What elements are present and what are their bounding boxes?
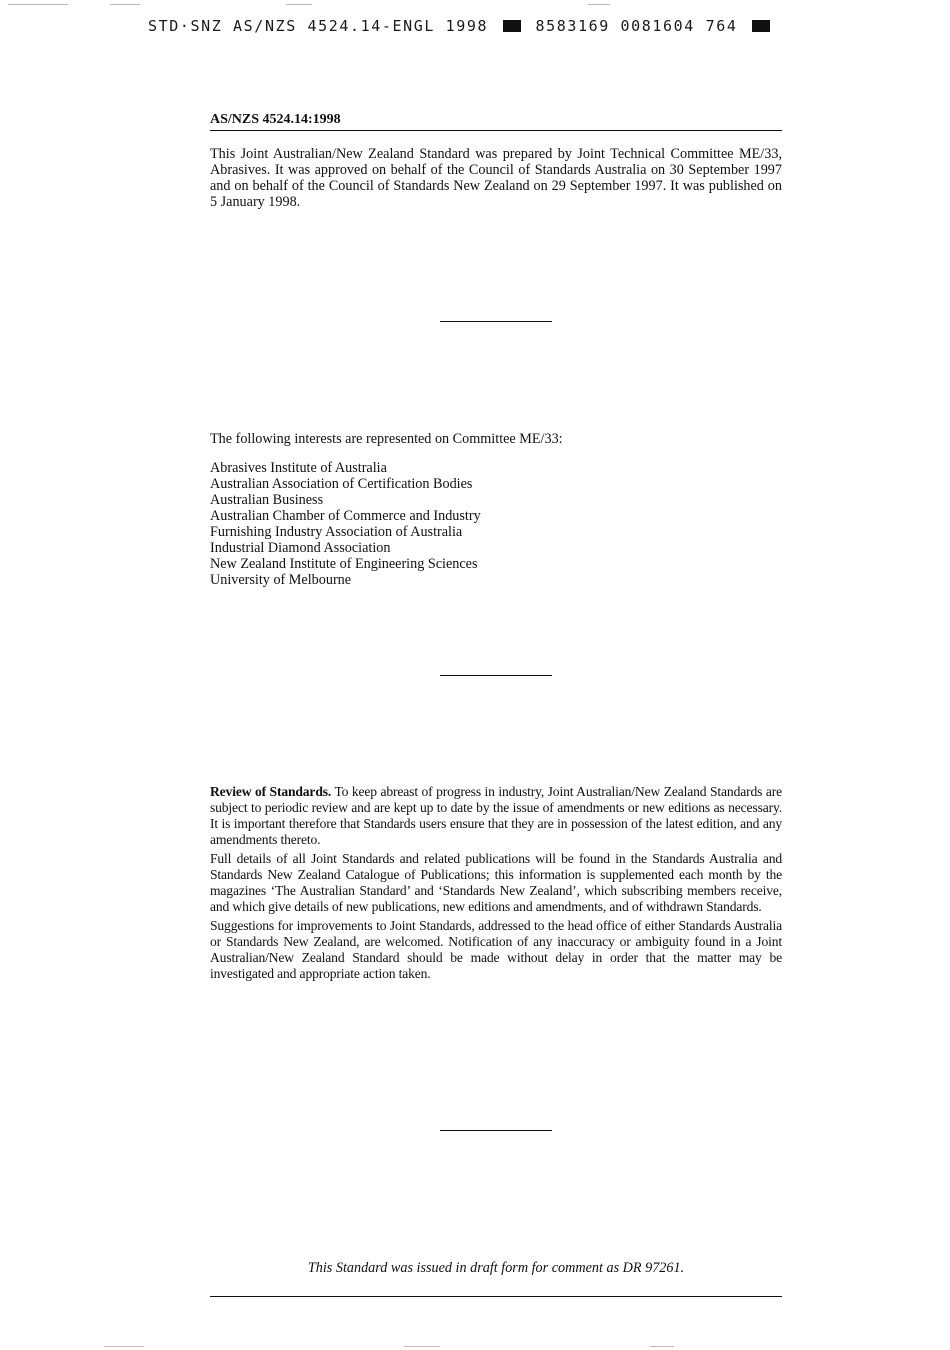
scan-speck bbox=[104, 1346, 144, 1347]
interests-list bbox=[210, 460, 782, 588]
list-item: Australian Chamber of Commerce and Industry bbox=[210, 508, 481, 524]
list-item: University of Melbourne bbox=[210, 572, 352, 588]
review-heading: Review of Standards. bbox=[210, 784, 332, 799]
catalog-header-left: STD·SNZ AS/NZS 4524.14-ENGL 1998 bbox=[148, 17, 489, 35]
list-item: Australian Association of Certification Bodies bbox=[210, 476, 473, 492]
review-paragraph-3: Suggestions for improvements to Joint Standards, addressed to the head office of either Standards Australia or Standards New Zealand, are welcomed. Notification of any inaccuracy or ambiguity found in a Joint Australian/New Zealand Standard should be made without delay in order that the matter may be investigated and appropriate action taken. bbox=[210, 918, 782, 981]
redaction-block-icon bbox=[503, 20, 521, 32]
interests-intro: The following interests are represented on Committee ME/33: bbox=[210, 431, 563, 447]
scan-speck bbox=[650, 1346, 674, 1347]
review-paragraph-1: Review of Standards. To keep abreast of progress in industry, Joint Australian/New Zealand Standards are subject to periodic review and are kept up to date by the issue of amendments or new editions as necessary. It is important therefore that Standards users ensure that they are in possession of the latest edition, and any amendments thereto. bbox=[210, 784, 782, 847]
list-item: Industrial Diamond Association bbox=[210, 540, 391, 556]
review-paragraph-2: Full details of all Joint Standards and related publications will be found in the Standards Australia and Standards New Zealand Catalogue of Publications; this information is supplemented each month by the magazines ‘The Australian Standard’ and ‘Standards New Zealand’, which subscribing members receive, and which give details of new publications, new editions and amendments, and of withdrawn Standards. bbox=[210, 851, 782, 914]
section-divider bbox=[440, 675, 552, 676]
catalog-header bbox=[148, 17, 848, 35]
footer-rule bbox=[210, 1296, 782, 1297]
catalog-header-right: 764 bbox=[705, 17, 738, 35]
scan-speck bbox=[404, 1346, 440, 1347]
scan-speck bbox=[110, 4, 140, 5]
scan-speck bbox=[8, 4, 68, 5]
catalog-header-mid: 8583169 0081604 bbox=[535, 17, 695, 35]
scan-speck bbox=[286, 4, 312, 5]
draft-note: This Standard was issued in draft form for comment as DR 97261. bbox=[307, 1260, 685, 1276]
section-divider bbox=[440, 1130, 552, 1131]
header-rule bbox=[210, 130, 782, 131]
review-of-standards bbox=[210, 784, 782, 985]
scan-speck bbox=[588, 4, 610, 5]
preparation-paragraph: This Joint Australian/New Zealand Standard was prepared by Joint Technical Committee ME/33, Abrasives. It was approved on behalf of the Council of Standards Australia on 30 September 1997 and on behalf of the Council of Standards New Zealand on 29 September 1997. It was published on 5 January 1998. bbox=[210, 146, 782, 210]
section-divider bbox=[440, 321, 552, 322]
list-item: Australian Business bbox=[210, 492, 324, 508]
redaction-block-icon bbox=[752, 20, 770, 32]
list-item: Furnishing Industry Association of Australia bbox=[210, 524, 463, 540]
document-designation: AS/NZS 4524.14:1998 bbox=[210, 112, 341, 127]
list-item: Abrasives Institute of Australia bbox=[210, 460, 387, 476]
list-item: New Zealand Institute of Engineering Sciences bbox=[210, 556, 478, 572]
